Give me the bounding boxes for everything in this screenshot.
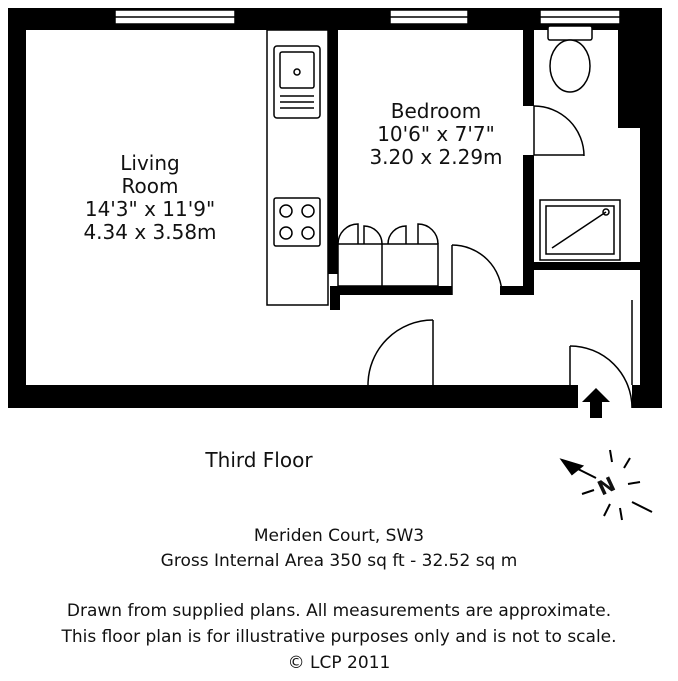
bedroom-label bbox=[348, 100, 524, 169]
bedroom-name: Bedroom bbox=[390, 99, 482, 123]
kitchen-counter bbox=[267, 30, 328, 305]
copyright: © LCP 2011 bbox=[287, 653, 391, 673]
living-room-name-line2: Room bbox=[121, 174, 179, 198]
living-room-metric: 4.34 x 3.58m bbox=[83, 220, 217, 244]
living-room-imperial: 14'3" x 11'9" bbox=[84, 197, 216, 221]
sink-icon bbox=[274, 46, 320, 118]
disclaimer-line1: Drawn from supplied plans. All measurements are approximate. bbox=[66, 601, 612, 621]
toilet-icon bbox=[548, 26, 592, 92]
disclaimer-line2: This floor plan is for illustrative purposes only and is not to scale. bbox=[61, 627, 617, 647]
living-room-name-line1: Living bbox=[120, 151, 180, 175]
hob-icon bbox=[274, 198, 320, 246]
living-room-label bbox=[60, 152, 240, 244]
property-name: Meriden Court, SW3 bbox=[253, 526, 425, 546]
shower-tray-icon bbox=[540, 200, 620, 260]
property-area: Gross Internal Area 350 sq ft - 32.52 sq m bbox=[160, 551, 518, 571]
entrance-arrow-icon bbox=[582, 388, 610, 418]
wardrobe bbox=[338, 224, 438, 286]
bedroom-metric: 3.20 x 2.29m bbox=[369, 145, 503, 169]
compass-n-letter: N bbox=[593, 471, 620, 501]
bedroom-imperial: 10'6" x 7'7" bbox=[377, 122, 495, 146]
floor-label: Third Floor bbox=[205, 448, 313, 472]
